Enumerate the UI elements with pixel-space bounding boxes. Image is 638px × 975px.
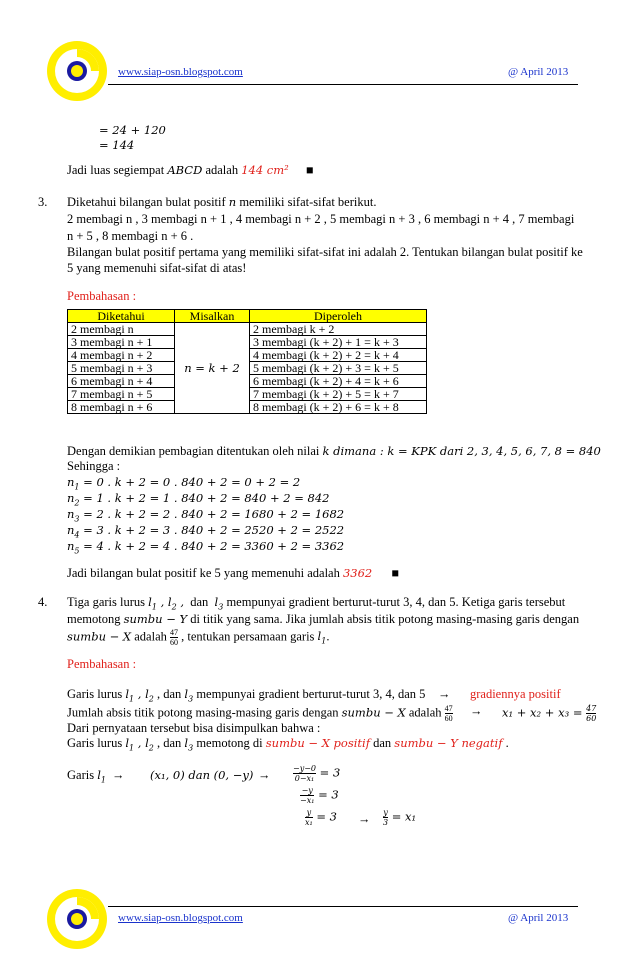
subscript: 4 (74, 530, 80, 540)
sum-equation (502, 704, 596, 723)
area-conclusion (67, 163, 313, 178)
footer-url-link[interactable]: www.siap-osn.blogspot.com (118, 912, 243, 924)
math-expr: n = k + 2 (184, 361, 240, 375)
footer-date: @ April 2013 (508, 912, 569, 924)
subscript: 5 (74, 546, 80, 556)
math-expr: sumbu − X (67, 629, 132, 644)
numerator: −y (301, 786, 313, 795)
table-header: Diketahui (68, 310, 175, 323)
table-cell: 6 membagi n + 4 (68, 375, 175, 388)
text: adalah (131, 629, 170, 644)
question-number: 3. (38, 195, 48, 209)
table-cell: 6 membagi (k + 2) + 4 = k + 6 (250, 375, 427, 388)
denominator: 60 (444, 714, 453, 723)
osn-logo-icon (46, 888, 108, 950)
text: Tiga garis lurus (67, 595, 149, 609)
text: , tentukan persamaan garis (178, 629, 318, 644)
math-expr: = 3 . k + 2 = 3 . 840 + 2 = 2520 + 2 = 2522 (79, 523, 345, 537)
denominator: x₁ (305, 818, 313, 827)
slope-equation (305, 808, 337, 827)
highlight-text: sumbu − Y negatif (394, 736, 503, 750)
header-url-link[interactable]: www.siap-osn.blogspot.com (118, 66, 243, 78)
text: Jadi bilangan bulat positif ke 5 yang memenuhi adalah (67, 566, 343, 580)
header-date: @ April 2013 (508, 66, 569, 78)
n-equation: $n_2 = 1$ . k + 2 = 1 . 840 + 2 = 840 + 2 = 842 (67, 491, 330, 508)
text: Garis lurus (67, 736, 126, 750)
solution-text (67, 444, 601, 459)
math-expr: $l_1$ (317, 629, 327, 646)
text: memotong di (193, 736, 266, 750)
pembahasan-heading: Pembahasan : (67, 657, 137, 671)
question-text: sumbu − X adalah $\frac{47}{60}$ , tentukan persamaan garis $l_1$. (67, 628, 330, 647)
answer-value: 144 cm² (241, 163, 289, 177)
table-cell: 3 membagi n + 1 (68, 336, 175, 349)
denominator: 60 (586, 714, 597, 723)
fraction (586, 704, 596, 723)
numerator: y (306, 808, 312, 817)
footer-divider (108, 906, 578, 907)
math-expr: k dimana : k = KPK dari 2, 3, 4, 5, 6, 7, 8 = 840 (322, 444, 601, 458)
pembahasan-heading: Pembahasan : (67, 289, 137, 303)
table-cell: 4 membagi n + 2 (68, 349, 175, 362)
text: memotong (67, 612, 124, 626)
numerator: −y−0 (293, 764, 317, 773)
line-label (67, 768, 106, 784)
question-text: Bilangan bulat positif pertama yang memiliki sifat-sifat ini adalah 2. Tentukan bilangan bulat positif ke (67, 245, 583, 259)
arrow-icon: → (470, 704, 483, 718)
n-equation: $n_1 = 0$ . k + 2 = 0 . 840 + 2 = 0 + 2 = 2 (67, 475, 301, 492)
text: . (502, 736, 509, 750)
solution-text: Garis lurus $l_1$ , $l_2$ , dan $l_3$ memotong di sumbu − X positif dan sumbu − Y negatif . (67, 736, 509, 753)
end-mark: ■ (305, 163, 314, 177)
table-cell: 7 membagi (k + 2) + 5 = k + 7 (250, 388, 427, 401)
text: adalah (405, 705, 442, 720)
fraction (170, 628, 178, 647)
table-header: Misalkan (175, 310, 250, 323)
highlight-text: sumbu − X positif (265, 736, 370, 750)
table-cell: 7 membagi n + 5 (68, 388, 175, 401)
math-expr: = 3 (318, 787, 339, 802)
text: adalah (202, 163, 242, 177)
math-expr: = 3 (316, 809, 337, 824)
text: Jumlah absis titik potong masing-masing garis dengan (67, 705, 342, 720)
math-expr: $l_3$ (214, 595, 224, 612)
fraction (445, 704, 453, 723)
math-expr: = 4 . k + 2 = 4 . 840 + 2 = 3360 + 2 = 3362 (79, 539, 345, 553)
text: Garis (67, 768, 98, 782)
question-text (67, 612, 579, 627)
text: Garis lurus (67, 687, 126, 701)
equation-line: = 24 + 120 (99, 123, 166, 137)
numerator: 47 (444, 704, 453, 713)
solution-text: Dari pernyataan tersebut bisa disimpulkan bahwa : (67, 721, 321, 735)
denominator: 3 (383, 818, 389, 827)
math-expr: x₁ + x₂ + x₃ = (502, 705, 583, 720)
point-expr: (x₁, 0) dan (0, −y) (150, 768, 254, 782)
text: mempunyai gradient berturut-turut 3, 4, dan 5. Ketiga garis tersebut (223, 595, 566, 609)
osn-logo-icon (46, 40, 108, 102)
math-expr: sumbu − Y (123, 612, 188, 626)
question-text: Tiga garis lurus $l_1$ , $l_2$ , dan $l_3$ mempunyai gradient berturut-turut 3, 4, dan 5. Ketiga garis tersebut (67, 595, 566, 612)
question-text: n + 5 , 8 membagi n + 6 . (67, 229, 194, 243)
fraction (293, 764, 316, 783)
n-equation: $n_5 = 4$ . k + 2 = 4 . 840 + 2 = 3360 + 2 = 3362 (67, 539, 345, 556)
solution-text: Sehingga : (67, 459, 121, 473)
subscript: 3 (74, 514, 80, 524)
table-cell: 3 membagi (k + 2) + 1 = k + 3 (250, 336, 427, 349)
answer-value: 3362 (342, 566, 373, 580)
fraction (383, 808, 388, 827)
table-cell: 2 membagi n (68, 323, 175, 336)
numerator: 47 (586, 704, 597, 713)
subscript: 2 (74, 498, 80, 508)
table-row (68, 323, 427, 336)
n-equation: $n_3 = 2$ . k + 2 = 2 . 840 + 2 = 1680 + 2 = 1682 (67, 507, 345, 524)
slope-equation (293, 764, 340, 783)
header-logo (46, 40, 108, 102)
math-expr: = 3 (319, 765, 341, 780)
table-cell: 4 membagi (k + 2) + 2 = k + 4 (250, 349, 427, 362)
result-equation (383, 808, 416, 827)
table-cell: 2 membagi k + 2 (250, 323, 427, 336)
table-header: Diperoleh (250, 310, 427, 323)
text: memiliki sifat-sifat berikut. (236, 195, 377, 209)
text: Jadi luas segiempat (67, 163, 168, 177)
text: dan (369, 736, 395, 750)
q3-conclusion (67, 566, 399, 581)
denominator: −x₁ (300, 796, 315, 805)
table-cell-merged (175, 323, 250, 414)
table-header-row (68, 310, 427, 323)
table-cell: 8 membagi (k + 2) + 6 = k + 8 (250, 401, 427, 414)
arrow-icon: → (438, 687, 451, 701)
fraction (300, 786, 314, 805)
numerator: 47 (170, 628, 178, 637)
text: mempunyai gradient berturut-turut 3, 4, dan 5 (193, 687, 426, 701)
fraction (305, 808, 313, 827)
table-cell: 5 membagi n + 3 (68, 362, 175, 375)
math-expr: = x₁ (391, 809, 417, 824)
question-text (67, 195, 376, 210)
end-mark: ■ (391, 566, 399, 580)
solution-table (67, 309, 427, 414)
n-equation: $n_4 = 3$ . k + 2 = 3 . 840 + 2 = 2520 + 2 = 2522 (67, 523, 345, 540)
math-expr: $l_1$ , $l_2$ (125, 687, 154, 704)
math-var: n (228, 195, 237, 209)
math-expr: = 2 . k + 2 = 2 . 840 + 2 = 1680 + 2 = 1682 (79, 507, 345, 521)
equation-line: = 144 (99, 138, 135, 152)
solution-text: Garis lurus $l_1$ , $l_2$ , dan $l_3$ mempunyai gradient berturut-turut 3, 4, dan 5 (67, 687, 426, 704)
math-expr: = 1 . k + 2 = 1 . 840 + 2 = 840 + 2 = 842 (79, 491, 330, 505)
math-expr: $l_1$ , $l_2$ (125, 736, 154, 753)
question-number: 4. (38, 595, 48, 609)
text: Dengan demikian pembagian ditentukan oleh nilai (67, 444, 323, 458)
question-text: 5 yang memenuhi sifat-sifat di atas! (67, 261, 247, 275)
math-expr: $l_3$ (184, 736, 194, 753)
slope-equation (300, 786, 339, 805)
question-text: 2 membagi n , 3 membagi n + 1 , 4 membagi n + 2 , 5 membagi n + 3 , 6 membagi n + 4 , 7 membagi (67, 212, 575, 226)
arrow-icon: → (358, 812, 371, 826)
math-expr: sumbu − X (341, 705, 406, 720)
arrow-icon: → (112, 768, 125, 782)
table-cell: 5 membagi (k + 2) + 3 = k + 5 (250, 362, 427, 375)
math-expr: = 0 . k + 2 = 0 . 840 + 2 = 0 + 2 = 2 (79, 475, 301, 489)
subscript: 1 (74, 482, 80, 492)
denominator: 60 (170, 638, 178, 647)
math-expr: $l_3$ (184, 687, 194, 704)
math-expr: $l_1$ , $l_2$ , (148, 595, 184, 612)
denominator: 0−x₁ (294, 774, 315, 783)
arrow-icon: → (258, 768, 271, 782)
math-expr: $l_1$ (97, 768, 106, 785)
header-divider (108, 84, 578, 85)
table-cell: 8 membagi n + 6 (68, 401, 175, 414)
math-var: ABCD (167, 163, 203, 177)
highlight-text: gradiennya positif (470, 687, 561, 701)
footer-logo (46, 888, 108, 950)
text: di titik yang sama. Jika jumlah absis titik potong masing-masing garis dengan (187, 612, 580, 626)
numerator: y (383, 808, 388, 817)
text: Diketahui bilangan bulat positif (67, 195, 229, 209)
